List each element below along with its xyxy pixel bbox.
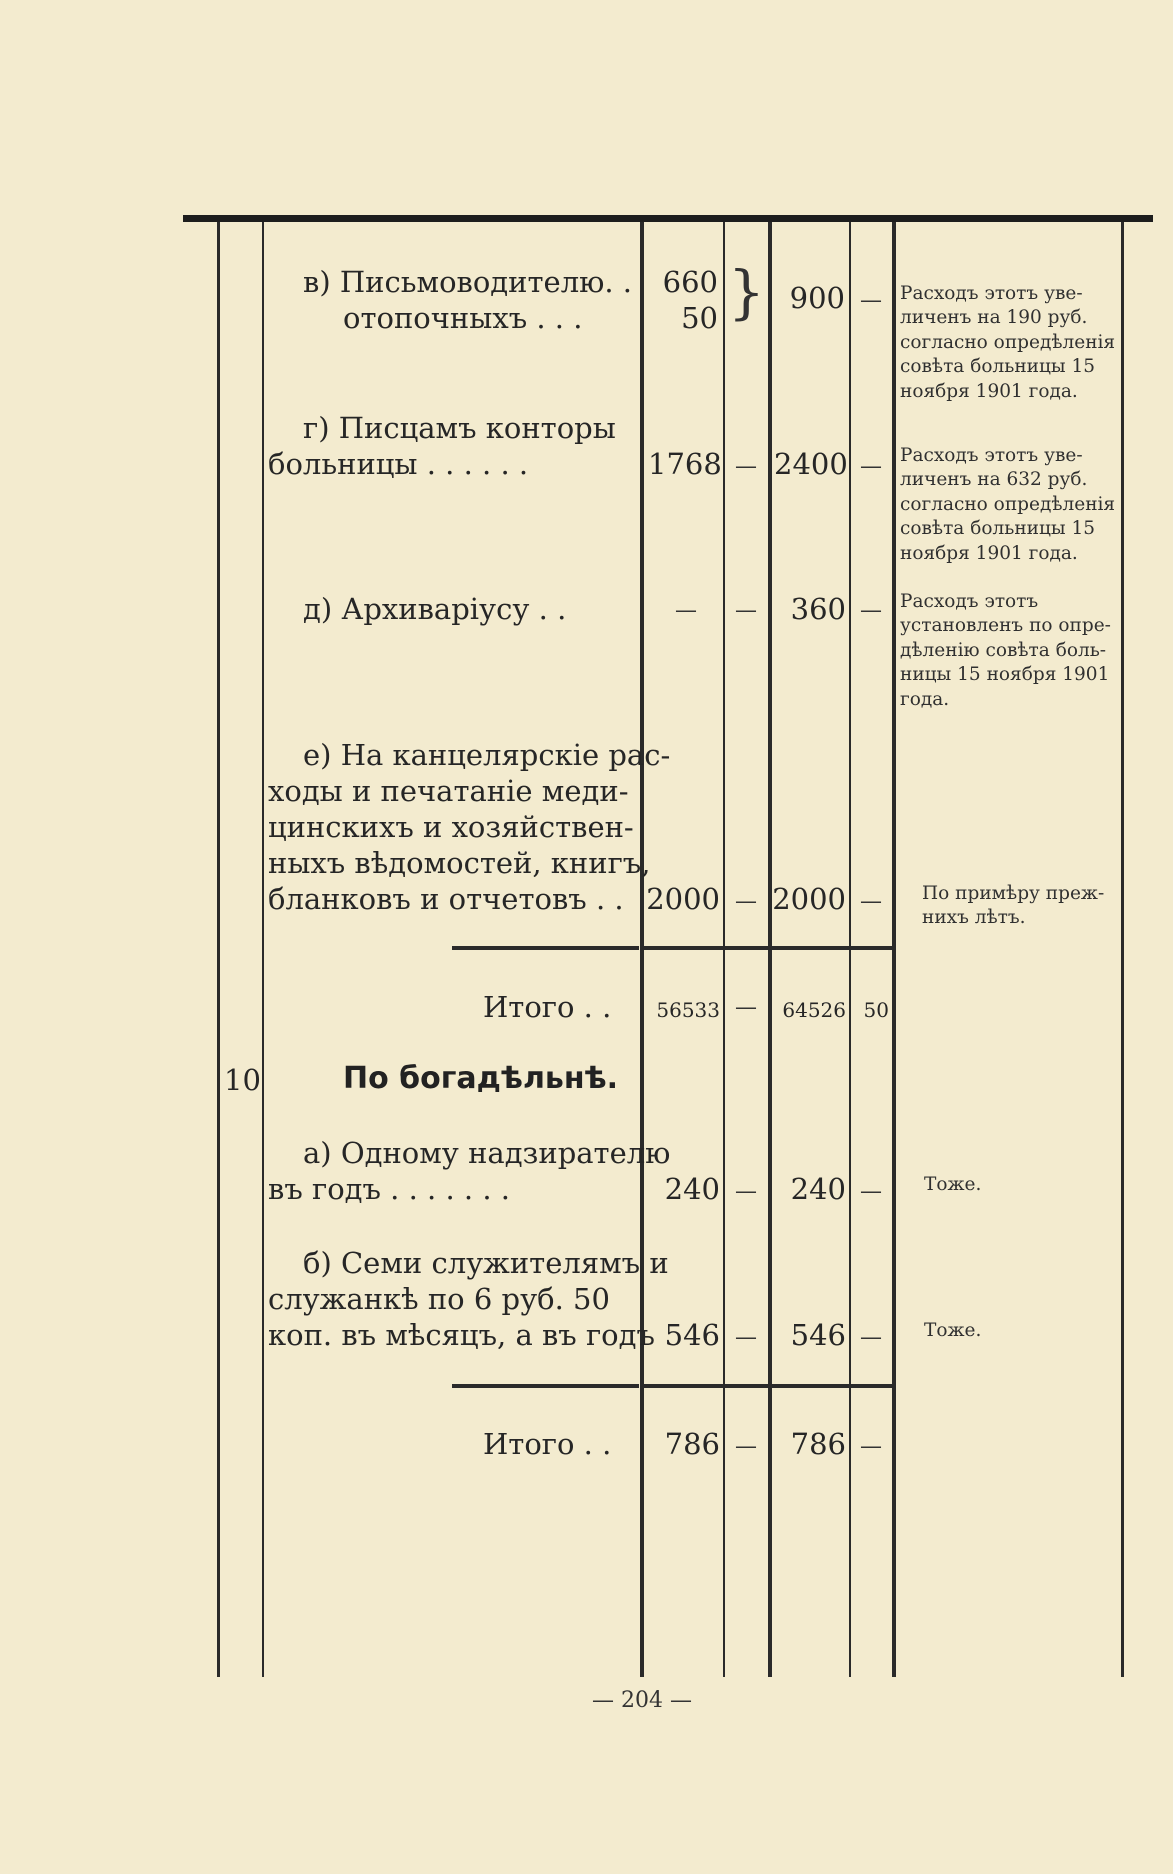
row10-b-amount-kop: — <box>735 1325 757 1350</box>
row10-b-line1: б) Семи служителямъ и <box>303 1246 669 1280</box>
row-g-note: Расходъ этотъ уве- личенъ на 632 руб. согласно опредѣленія совѣта больницы 15 ноября 1901 года. <box>900 445 1116 564</box>
subtotal2-rule-amounts <box>644 1384 892 1388</box>
row10-a-total: 240 <box>790 1172 846 1206</box>
row10-a-line2: въ годъ . . . . . . . <box>268 1172 511 1206</box>
row10-b-total: 546 <box>790 1318 846 1352</box>
row-g-kop: — <box>860 454 882 479</box>
col-border-outer-left <box>217 222 220 1677</box>
row-e-total: 2000 <box>772 882 846 916</box>
itogo1-amount-kop: — <box>735 995 757 1020</box>
row-v-line2: отопочныхъ . . . <box>343 301 583 335</box>
row-e-line1: е) На канцелярскіе рас- <box>303 738 671 772</box>
row-e-line2: ходы и печатаніе меди- <box>268 774 629 808</box>
row10-a-note: Тоже. <box>924 1174 982 1195</box>
subtotal-rule-description <box>452 946 639 950</box>
row10-b-line3: коп. въ мѣсяцъ, а въ годъ <box>268 1318 655 1352</box>
row-g-total: 2400 <box>774 447 848 481</box>
col-border-total-kop <box>892 222 896 1677</box>
section-10-title: По богадѣльнѣ. <box>343 1061 619 1096</box>
col-border-number <box>262 222 264 1677</box>
row-g-line1: г) Писцамъ конторы <box>303 411 616 445</box>
row10-b-amount: 546 <box>664 1318 720 1352</box>
itogo1-kop: 50 <box>863 998 889 1022</box>
brace-icon: } <box>728 258 765 326</box>
row-d-kop: — <box>860 598 882 623</box>
row-d-total: 360 <box>790 592 846 626</box>
row-v-amount1: 660 <box>662 265 718 299</box>
subtotal2-rule-description <box>452 1384 639 1388</box>
itogo2-amount-kop: — <box>735 1434 757 1459</box>
itogo2-label: Итого . . <box>483 1427 612 1461</box>
row10-a-line1: а) Одному надзирателю <box>303 1136 671 1170</box>
row10-b-note: Тоже. <box>924 1320 982 1341</box>
row-g-amount: 1768 <box>648 447 722 481</box>
row-e-kop: — <box>860 889 882 914</box>
row10-a-kop: — <box>860 1179 882 1204</box>
row-e-amount: 2000 <box>646 882 720 916</box>
row-v-line1: в) Письмоводителю. . <box>303 265 633 299</box>
row-v-kop: — <box>860 288 882 313</box>
row-d-amount: — <box>675 598 697 623</box>
page-number: — 204 — <box>592 1688 692 1713</box>
row-e-line3: цинскихъ и хозяйствен- <box>268 810 634 844</box>
row-e-line5: бланковъ и отчетовъ . . <box>268 882 624 916</box>
itogo2-amount: 786 <box>664 1427 720 1461</box>
itogo2-kop: — <box>860 1434 882 1459</box>
itogo1-label: Итого . . <box>483 990 612 1024</box>
row10-b-line2: служанкѣ по 6 руб. 50 <box>268 1282 610 1316</box>
row-d-line1: д) Архиваріусу . . <box>303 592 567 626</box>
table-top-rule <box>183 215 1153 222</box>
row-g-amount-kop: — <box>735 454 757 479</box>
subtotal-rule-amounts <box>644 946 892 950</box>
row-d-amount-kop: — <box>735 598 757 623</box>
row-e-note: По примѣру преж- нихъ лѣтъ. <box>922 883 1105 929</box>
row-v-amount2: 50 <box>681 301 718 335</box>
row-g-line2: больницы . . . . . . <box>268 447 529 481</box>
row10-b-kop: — <box>860 1325 882 1350</box>
row-v-total: 900 <box>789 281 845 315</box>
col-border-outer-right <box>1121 222 1124 1677</box>
section-10-number: 10 <box>224 1063 261 1097</box>
row-e-line4: ныхъ вѣдомостей, книгъ, <box>268 846 651 880</box>
itogo1-amount: 56533 <box>656 998 720 1022</box>
row10-a-amount-kop: — <box>735 1179 757 1204</box>
row-e-amount-kop: — <box>735 889 757 914</box>
row-d-note: Расходъ этотъ установленъ по опре- дѣленію совѣта боль- ницы 15 ноября 1901 года. <box>900 591 1111 710</box>
row10-a-amount: 240 <box>664 1172 720 1206</box>
row-v-note: Расходъ этотъ уве- личенъ на 190 руб. согласно опредѣленія совѣта больницы 15 ноября 1901 года. <box>900 283 1116 402</box>
itogo1-total: 64526 <box>782 998 846 1022</box>
itogo2-total: 786 <box>790 1427 846 1461</box>
